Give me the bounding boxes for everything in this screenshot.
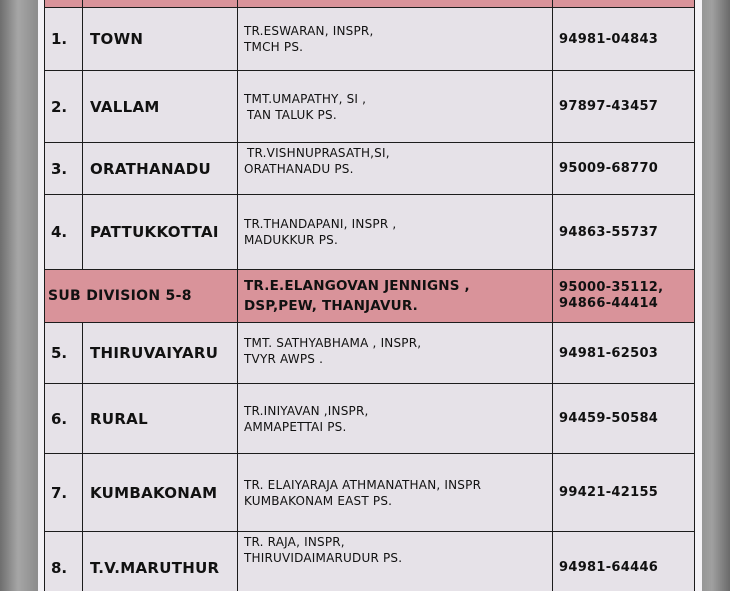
officer-details <box>238 195 553 270</box>
officer-name: TR.VISHNUPRASATH,SI, <box>247 146 390 160</box>
officer-name: TR.ESWARAN, INSPR, <box>244 24 374 38</box>
station-name: KUMBAKONAM <box>83 454 238 532</box>
row-number: 2. <box>45 71 83 143</box>
table-row <box>45 195 695 270</box>
row-number: 6. <box>45 384 83 454</box>
row-number <box>45 0 83 8</box>
table-row <box>45 532 695 591</box>
row-number: 4. <box>45 195 83 270</box>
officer-details <box>238 0 553 8</box>
station-name <box>83 0 238 8</box>
officer-details <box>238 323 553 384</box>
station-name: TOWN <box>83 8 238 71</box>
phone-number: 99421-42155 <box>553 454 695 532</box>
table-row-header-partial <box>45 0 695 8</box>
officer-station: TVYR AWPS . <box>244 352 324 366</box>
table-row <box>45 454 695 532</box>
phone-number: 94981-62503 <box>553 323 695 384</box>
subdivision-label: SUB DIVISION 5-8 <box>45 270 238 323</box>
phone-number: 94459-50584 <box>553 384 695 454</box>
table-row <box>45 384 695 454</box>
officer-station: MADUKKUR PS. <box>244 233 339 247</box>
phone-number: 94863-55737 <box>553 195 695 270</box>
phone-number: 94981-04843 <box>553 8 695 71</box>
subdivision-phone-1: 95000-35112, <box>559 280 664 295</box>
station-name: T.V.MARUTHUR <box>83 532 238 591</box>
officer-name: TR. ELAIYARAJA ATHMANATHAN, INSPR <box>244 477 482 492</box>
officer-station: THIRUVIDAIMARUDUR PS. <box>244 551 403 565</box>
officer-details <box>238 8 553 71</box>
station-name: PATTUKKOTTAI <box>83 195 238 270</box>
table-row <box>45 143 695 195</box>
officer-details <box>238 454 553 532</box>
officer-name: TR.INIYAVAN ,INSPR, <box>244 403 369 418</box>
row-number: 7. <box>45 454 83 532</box>
station-name: ORATHANADU <box>83 143 238 195</box>
officer-details <box>238 71 553 143</box>
officer-contact-table <box>44 0 695 591</box>
phone-number: 95009-68770 <box>553 143 695 195</box>
officer-station: AMMAPETTAI PS. <box>244 419 347 434</box>
station-name: VALLAM <box>83 71 238 143</box>
table-row <box>45 71 695 143</box>
row-number: 1. <box>45 8 83 71</box>
subdivision-phone <box>553 270 695 323</box>
row-number: 8. <box>45 532 83 591</box>
officer-station: KUMBAKONAM EAST PS. <box>244 493 393 508</box>
officer-station: TAN TALUK PS. <box>247 107 337 122</box>
subdivision-phone-2: 94866-44414 <box>559 296 659 311</box>
row-number: 5. <box>45 323 83 384</box>
officer-details <box>238 384 553 454</box>
subdivision-officer <box>238 270 553 323</box>
officer-name: TMT. SATHYABHAMA , INSPR, <box>244 336 422 350</box>
table-row <box>45 8 695 71</box>
subdivision-officer-name: TR.E.ELANGOVAN JENNIGNS , <box>244 278 470 294</box>
officer-details <box>238 143 553 195</box>
officer-name: TMT.UMAPATHY, SI , <box>244 91 367 106</box>
station-name: RURAL <box>83 384 238 454</box>
officer-station: ORATHANADU PS. <box>244 162 354 176</box>
phone-number <box>553 0 695 8</box>
officer-station: TMCH PS. <box>244 40 304 54</box>
officer-details <box>238 532 553 591</box>
officer-name: TR. RAJA, INSPR, <box>244 535 345 549</box>
row-number: 3. <box>45 143 83 195</box>
table-row <box>45 323 695 384</box>
phone-number: 97897-43457 <box>553 71 695 143</box>
station-name: THIRUVAIYARU <box>83 323 238 384</box>
subdivision-row <box>45 270 695 323</box>
subdivision-officer-post: DSP,PEW, THANJAVUR. <box>244 298 419 314</box>
phone-number: 94981-64446 <box>553 532 695 591</box>
officer-name: TR.THANDAPANI, INSPR , <box>244 217 397 231</box>
document-page <box>38 0 702 591</box>
